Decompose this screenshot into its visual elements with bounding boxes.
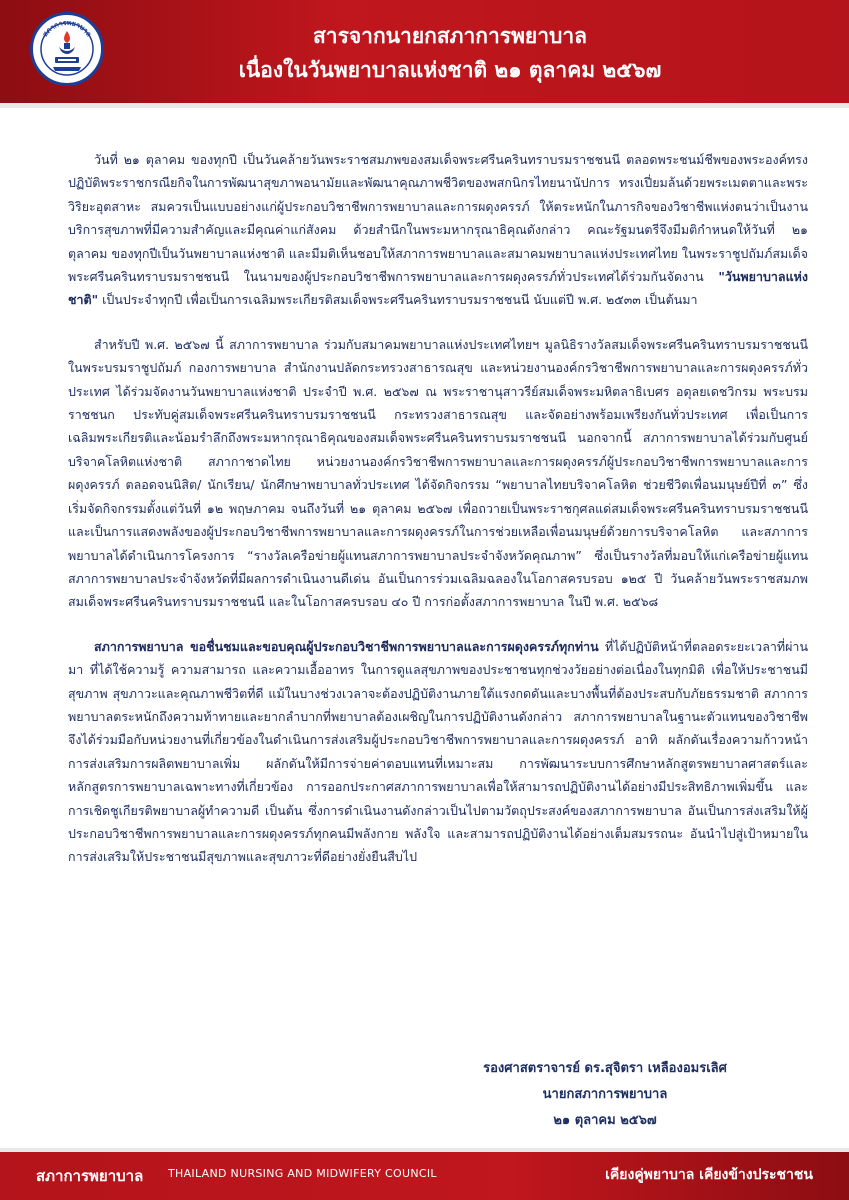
signatory-role: นายกสภาการพยาบาล [542,1087,668,1102]
paragraph-1 [68,148,808,312]
footer-org-english: THAILAND NURSING AND MIDWIFERY COUNCIL [168,1167,437,1180]
header-banner [0,0,849,103]
message-body [68,148,808,869]
footer-org-thai: สภาการพยาบาล [36,1167,144,1185]
national-nurses-day-highlight: "วันพยาบาลแห่งชาติ" [68,269,808,308]
paragraph-3-lead: สภาการพยาบาล ขอชื่นชมและขอบคุณผู้ประกอบวิชาชีพการพยาบาลและการผดุงครรภ์ทุกท่าน [94,638,599,654]
signature-date: ๒๑ ตุลาคม ๒๕๖๗ [553,1113,657,1128]
header-divider [0,103,849,108]
footer-banner [0,1152,849,1200]
paragraph-1-text: วันที่ ๒๑ ตุลาคม ของทุกปี เป็นวันคล้ายวันพระราชสมภพของสมเด็จพระศรีนครินทราบรมราชชนนี ตลอดพระชนม์ชีพของพระองค์ทรงปฏิบัติพระราชกรณียกิจในการพัฒนาสุขภาพอนามัยและพัฒนาคุณภาพชีวิตของพสกนิกรไทยนานัปการ ทรงเปี่ยมล้นด้วยพระเมตตาและพระวิริยะอุตสาหะ สมควรเป็นแบบอย่างแก่ผู้ประกอบวิชาชีพการพยาบาลและการผดุงครรภ์ ให้ตระหนักในภารกิจของวิชาชีพแห่งตนว่าเป็นงานบริการสุขภาพที่มีความสำคัญและมีคุณค่าแก่สังคม ด้วยสำนึกในพระมหากรุณาธิคุณดังกล่าว คณะรัฐมนตรีจึงมีมติกำหนดให้วันที่ ๒๑ ตุลาคม ของทุกปีเป็นวันพยาบาลแห่งชาติ และมีมติเห็นชอบให้สภาการพยาบาลและสมาคมพยาบาลแห่งประเทศไทย ในพระราชูปถัมภ์สมเด็จพระศรีนครินทราบรมราชชนนี ในนามของผู้ประกอบวิชาชีพการพยาบาลและการผดุงครรภ์ทั่วประเทศได้ร่วมกันจัดงาน [68,152,808,285]
nursing-council-logo [30,12,104,86]
paragraph-3 [68,635,808,869]
footer-slogan: เคียงคู่พยาบาล เคียงข้างประชาชน [605,1167,813,1183]
signatory-name: รองศาสตราจารย์ ดร.สุจิตรา เหลืองอมรเลิศ [483,1061,727,1076]
paragraph-2: สำหรับปี พ.ศ. ๒๕๖๗ นี้ สภาการพยาบาล ร่วมกับสมาคมพยาบาลแห่งประเทศไทยฯ มูลนิธิรางวัลสมเด็จพระศรีนครินทราบรมราชชนนี ในพระบรมราชูปถัมภ์ กองการพยาบาล สำนักงานปลัดกระทรวงสาธารณสุข และหน่วยงานองค์กรวิชาชีพการพยาบาลและการผดุงครรภ์ทั่วประเทศ ได้ร่วมจัดงานวันพยาบาลแห่งชาติ ประจำปี พ.ศ. ๒๕๖๗ ณ พระราชานุสาวรีย์สมเด็จพระมหิตลาธิเบศร อดุลยเดชวิกรม พระบรมราชชนก ประทับคู่สมเด็จพระศรีนครินทราบรมราชชนนี กระทรวงสาธารณสุข และจัดอย่างพร้อมเพรียงกันทั่วประเทศ เพื่อเป็นการเฉลิมพระเกียรติและน้อมรำลึกถึงพระมหากรุณาธิคุณของสมเด็จพระศรีนครินทราบรมราชชนนี นอกจากนี้ สภาการพยาบาลได้ร่วมกับศูนย์บริจาคโลหิตแห่งชาติ สภากาชาดไทย หน่วยงานองค์กรวิชาชีพการพยาบาลและการผดุงครรภ์ผู้ประกอบวิชาชีพการพยาบาลและการผดุงครรภ์ ตลอดจนนิสิต/ นักเรียน/ นักศึกษาพยาบาลทั่วประเทศ ได้จัดกิจกรรม “พยาบาลไทยบริจาคโลหิต ช่วยชีวิตเพื่อนมนุษย์ปีที่ ๓” ซึ่งเริ่มจัดกิจกรรมตั้งแต่วันที่ ๑๒ พฤษภาคม จนถึงวันที่ ๒๑ ตุลาคม ๒๕๖๗ เพื่อถวายเป็นพระราชกุศลแด่สมเด็จพระศรีนครินทราบรมราชชนนี และเป็นการแสดงพลังของผู้ประกอบวิชาชีพการพยาบาลและการผดุงครรภ์ในการช่วยเหลือเพื่อนมนุษย์ด้วยการบริจาคโลหิต และสภาการพยาบาลได้ดำเนินการโครงการ “รางวัลเครือข่ายผู้แทนสภาการพยาบาลประจำจังหวัดคุณภาพ” ซึ่งเป็นรางวัลที่มอบให้แก่เครือข่ายผู้แทนสภาการพยาบาลประจำจังหวัดที่มีผลการดำเนินงานดีเด่น อันเป็นการร่วมเฉลิมฉลองในโอกาสครบรอบ ๑๒๕ ปี วันคล้ายวันพระราชสมภพสมเด็จพระศรีนครินทราบรมราชชนนี และในโอกาสครบรอบ ๔๐ ปี การก่อตั้งสภาการพยาบาล ในปี พ.ศ. ๒๕๖๘ [68,336,808,610]
page-title: สารจากนายกสภาการพยาบาล [312,24,588,48]
paragraph-1-tail: เป็นประจำทุกปี เพื่อเป็นการเฉลิมพระเกียรติสมเด็จพระศรีนครินทราบรมราชชนนี นับแต่ปี พ.ศ. ๒๕๓๓ เป็นต้นมา [98,292,698,308]
logo-text: สภาการพยาบาล [41,18,93,39]
page-subtitle: เนื่องในวันพยาบาลแห่งชาติ ๒๑ ตุลาคม ๒๕๖๗ [238,58,662,82]
paragraph-3-text: ที่ได้ปฏิบัติหน้าที่ตลอดระยะเวลาที่ผ่านมา ที่ได้ใช้ความรู้ ความสามารถ และความเอื้ออาทร ในการดูแลสุขภาพของประชาชนทุกช่วงวัยอย่างต่อเนื่องในทุกมิติ เพื่อให้ประชาชนมีสุขภาพ สุขภาวะและคุณภาพชีวิตที่ดี แม้ในบางช่วงเวลาจะต้องปฏิบัติงานภายใต้แรงกดดันและบางพื้นที่ต้องประสบกับภัยธรรมชาติ สภาการพยาบาลตระหนักถึงความท้าทายและยากลำบากที่พยาบาลต้องเผชิญในการปฏิบัติงานดังกล่าว สภาการพยาบาลในฐานะตัวแทนของวิชาชีพ จึงได้ร่วมมือกับหน่วยงานที่เกี่ยวข้องในดำเนินการส่งเสริมผู้ประกอบวิชาชีพการพยาบาลและการผดุงครรภ์ อาทิ ผลักดันเรื่องความก้าวหน้าการส่งเสริมการผลิตพยาบาลเพิ่ม ผลักดันให้มีการจ่ายค่าตอบแทนที่เหมาะสม การพัฒนาระบบการศึกษาหลักสูตรพยาบาลศาสตร์และหลักสูตรการพยาบาลเฉพาะทางที่เกี่ยวข้อง การออกประกาศสภาการพยาบาลเพื่อให้สามารถปฏิบัติงานได้อย่างมีประสิทธิภาพเพิ่มขึ้น และการเชิดชูเกียรติพยาบาลผู้ทำความดี เป็นต้น ซึ่งการดำเนินงานดังกล่าวเป็นไปตามวัตถุประสงค์ของสภาการพยาบาล อันเป็นการส่งเสริมให้ผู้ประกอบวิชาชีพการพยาบาลและการผดุงครรภ์ทุกคนมีพลังกาย พลังใจ และสามารถปฏิบัติงานได้อย่างเต็มสมรรถนะ อันนำไปสู่เป้าหมายในการส่งเสริมให้ประชาชนมีสุขภาพและสุขภาวะที่ดีอย่างยั่งยืนสืบไป [68,638,808,865]
